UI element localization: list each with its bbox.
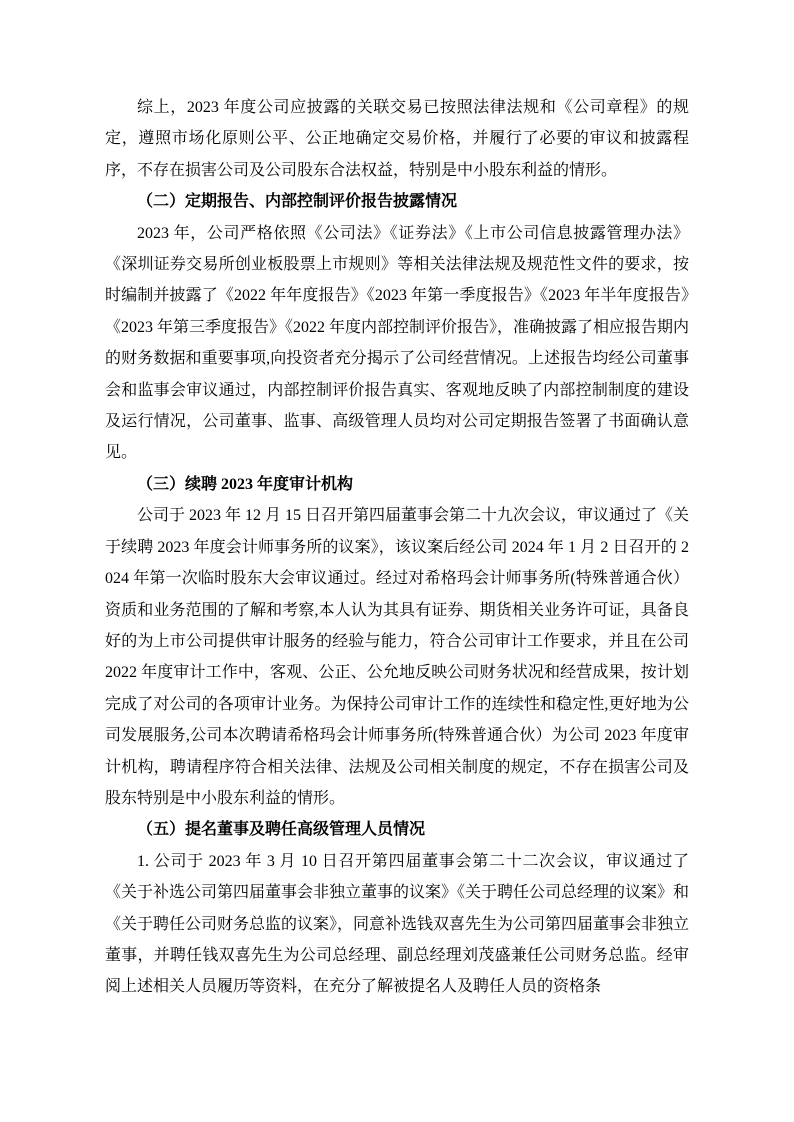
section-heading-audit-firm-reappointment: （三）续聘 2023 年度审计机构 — [137, 475, 354, 493]
section-heading-periodic-reports: （二）定期报告、内部控制评价报告披露情况 — [137, 193, 458, 211]
paragraph-audit-firm-reappointment: 公司于 2023 年 12 月 15 日召开第四届董事会第二十九次会议，审议通过了《关于续聘 2023 年度会计师事务所的议案》，该议案后经公司 2024 年 1 月 2 日召开的 2024 年第一次临时股东大会审议通过。经过对希格玛会计师事务所(特殊普通合伙）资质和业务范围的了解和考察,本人认为其具有证券、期货相关业务许可证，具备良好的为上市公司提供审计服务的经验与能力，符合公司审计工作要求，并且在公司 2022 年度审计工作中，客观、公正、公允地反映公司财务状况和经营成果，按计划完成了对公司的各项审计业务。为保持公司审计工作的连续性和稳定性,更好地为公司发展服务,公司本次聘请希格玛会计师事务所(特殊普通合伙）为公司 2023 年度审计机构，聘请程序符合相关法律、法规及公司相关制度的规定，不存在损害公司及股东特别是中小股东利益的情形。 — [105, 507, 690, 807]
paragraph-periodic-reports-disclosure: 2023 年，公司严格依照《公司法》《证券法》《上市公司信息披露管理办法》《深圳证券交易所创业板股票上市规则》等相关法律法规及规范性文件的要求，按时编制并披露了《2022 年年度报告》《2023 年第一季度报告》《2023 年半年度报告》《2023 年第三季度报告》《2022 年度内部控制评价报告》，准确披露了相应报告期内的财务数据和重要事项,向投资者充分揭示了公司经营情况。上述报告均经公司董事会和监事会审议通过，内部控制评价报告真实、客观地反映了内部控制制度的建设及运行情况，公司董事、监事、高级管理人员均对公司定期报告签署了书面确认意见。 — [105, 224, 690, 462]
section-heading-director-nomination: （五）提名董事及聘任高级管理人员情况 — [137, 821, 426, 839]
paragraph-related-transactions-conclusion: 综上，2023 年度公司应披露的关联交易已按照法律法规和《公司章程》的规定，遵照市场化原则公平、公正地确定交易价格，并履行了必要的审议和披露程序，不存在损害公司及公司股东合法权益，特别是中小股东利益的情形。 — [105, 99, 689, 179]
paragraph-director-nomination: 1. 公司于 2023 年 3 月 10 日召开第四届董事会第二十二次会议，审议通过了《关于补选公司第四届董事会非独立董事的议案》《关于聘任公司总经理的议案》和《关于聘任公司财务总监的议案》，同意补选钱双喜先生为公司第四届董事会非独立董事，并聘任钱双喜先生为公司总经理、副总经理刘茂盛兼任公司财务总监。经审阅上述相关人员履历等资料，在充分了解被提名人及聘任人员的资格条 — [105, 852, 690, 996]
document-content — [105, 92, 689, 1003]
